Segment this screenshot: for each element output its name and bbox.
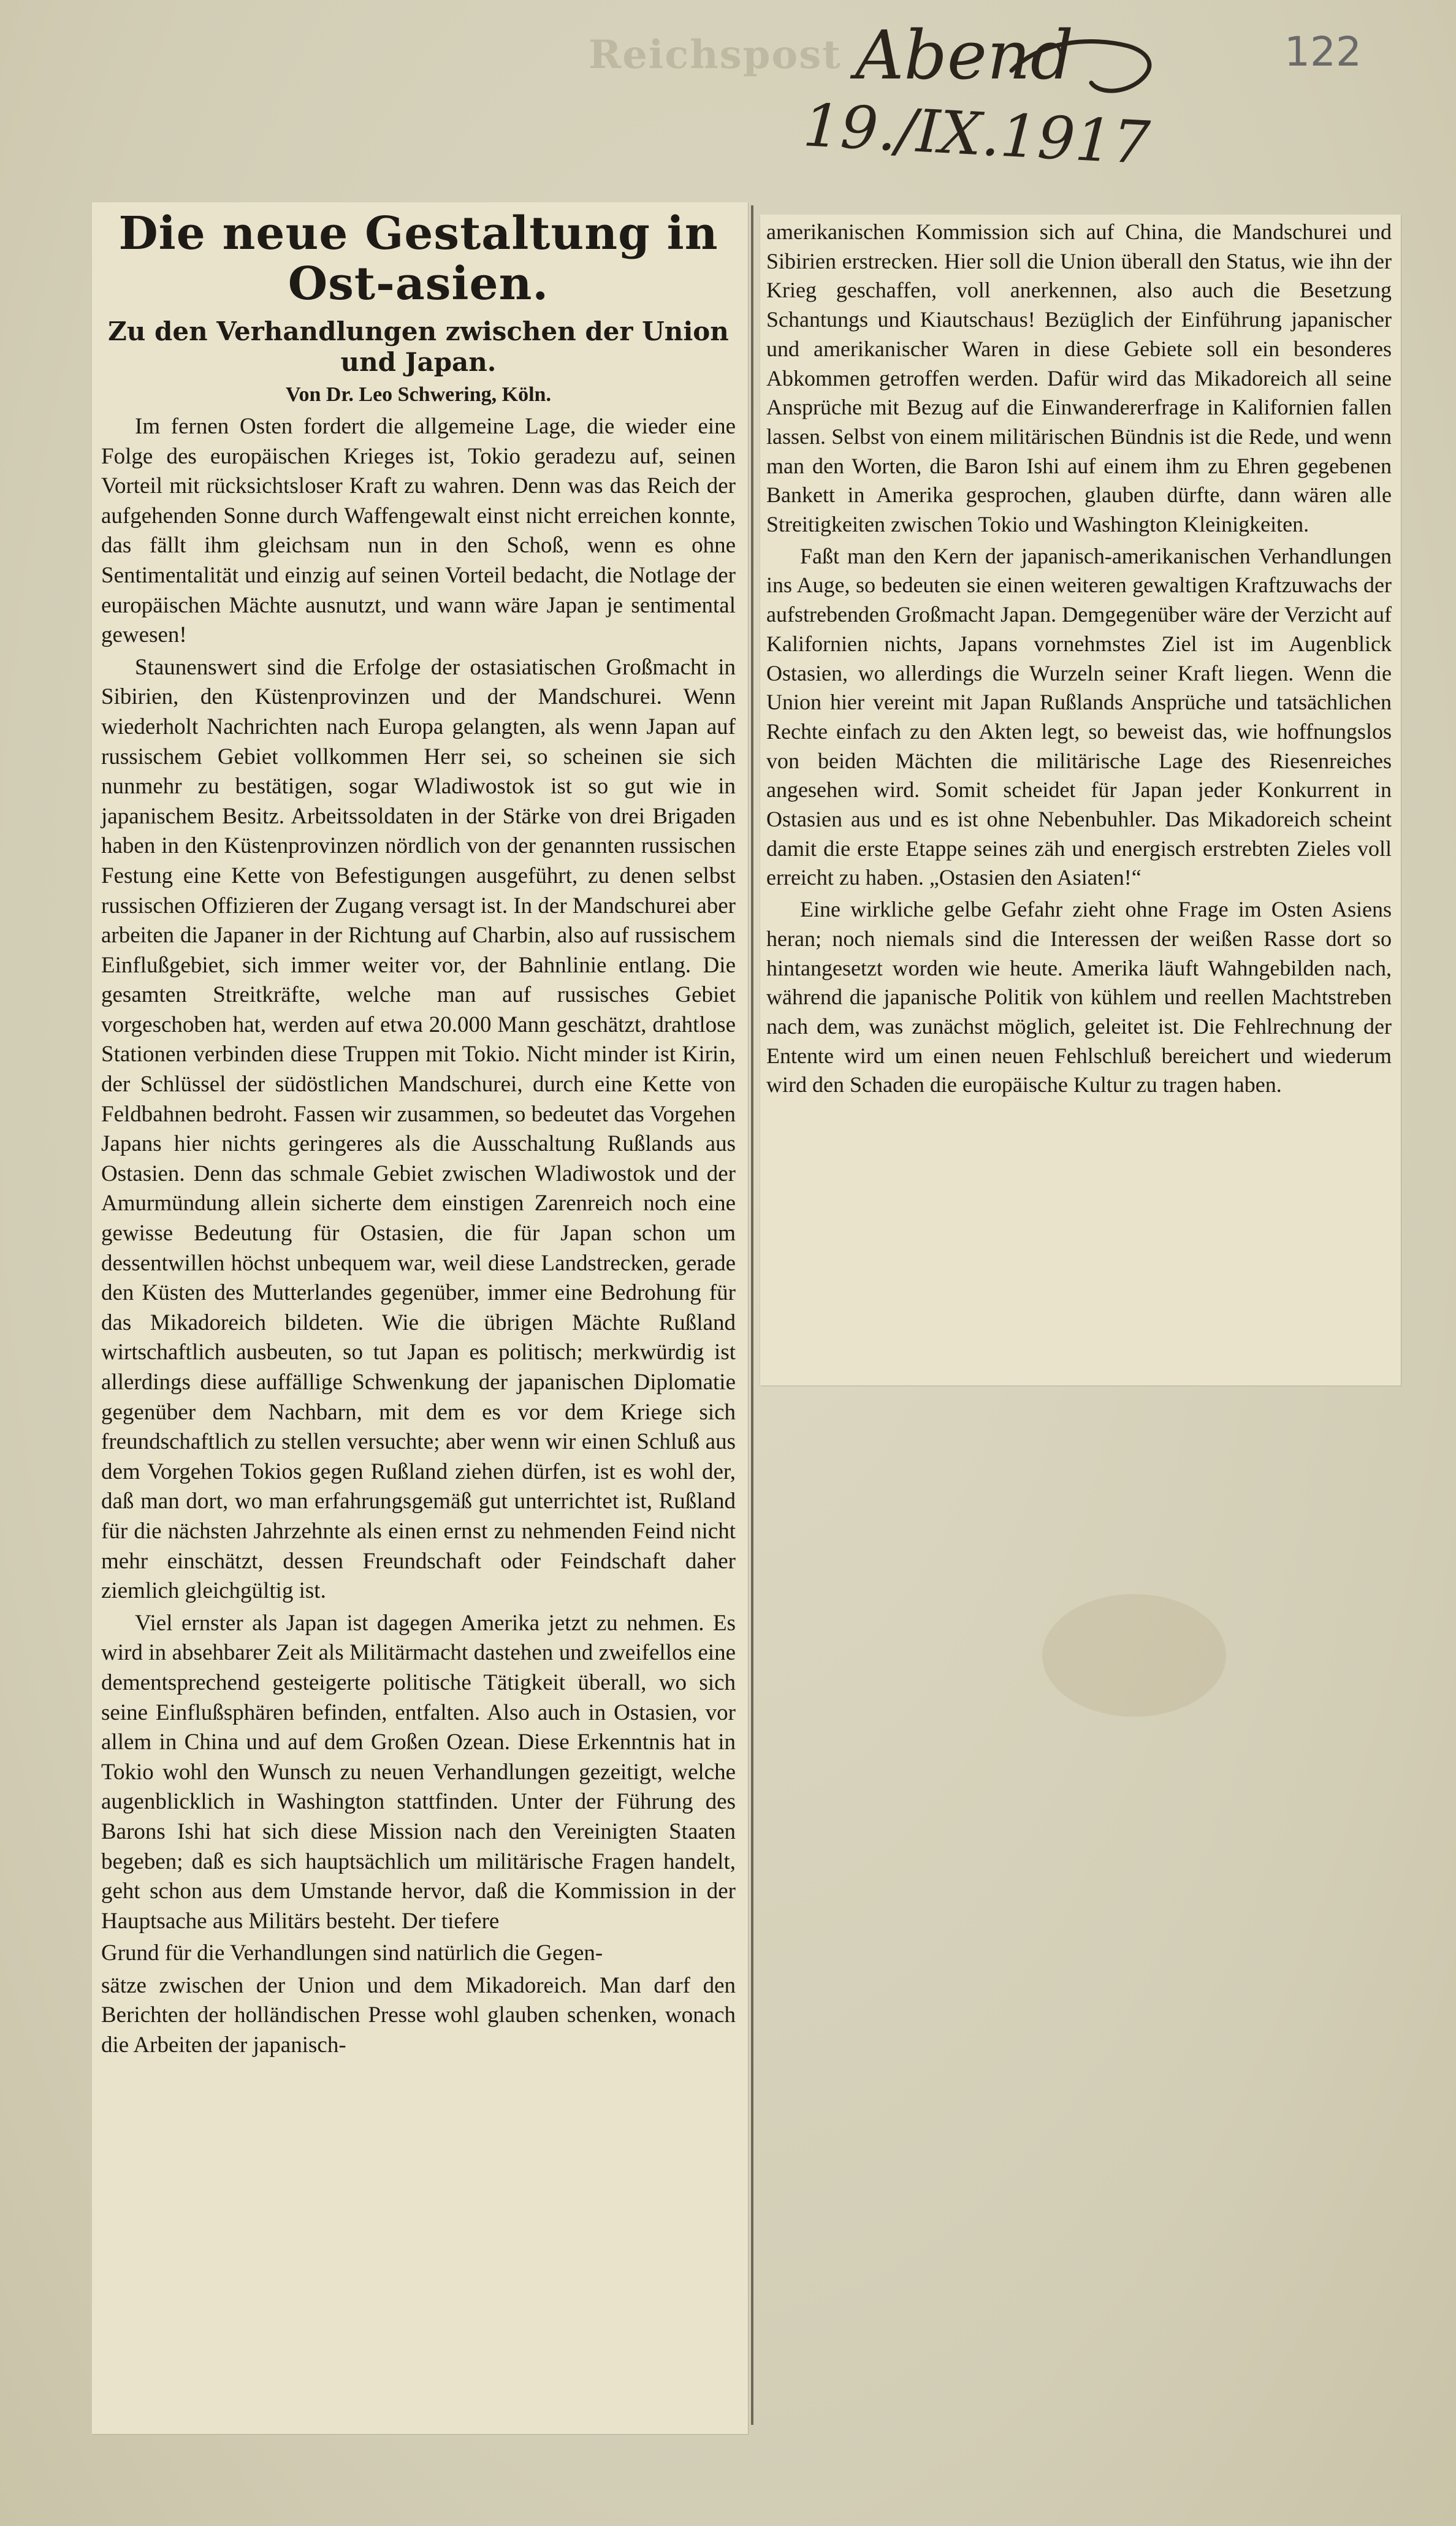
article-right-column <box>766 218 1392 1100</box>
paragraph: Viel ernster als Japan ist dagegen Amerika jetzt zu nehmen. Es wird in absehbarer Zeit als Militärmacht dastehen und zweifellos eine dementsprechend gesteigerte politische Tätigkeit überall, wo sich seine Einflußsphären befinden, entfalten. Also auch in Ostasien, vor allem in China und auf dem Großen Ozean. Diese Erkenntnis hat in Tokio wohl den Wunsch zu neuen Verhandlungen gezeitigt, welche augenblicklich in Washington stattfinden. Unter der Führung des Barons Ishi hat sich diese Mission nach den Vereinigten Staaten begeben; daß es sich hauptsächlich um militärische Fragen handelt, geht schon aus dem Umstande hervor, daß die Kommission in der Hauptsache aus Militärs besteht. Der tiefere <box>101 1610 736 1934</box>
paragraph: sätze zwischen der Union und dem Mikadoreich. Man darf den Berichten der holländischen Presse wohl glauben schenken, wonach die Arbeiten der japanisch- <box>101 1972 736 2058</box>
page-number: 122 <box>1284 28 1362 75</box>
paper-stain <box>1042 1594 1226 1717</box>
paragraph: Faßt man den Kern der japanisch-amerikanischen Verhandlungen ins Auge, so bedeuten sie einen weiteren gewaltigen Kraftzuwachs der aufstrebenden Großmacht Japan. Demgegenüber wäre der Verzicht auf Kalifornien nichts, Japans vornehmstes Ziel ist im Augenblick Ostasien, wo allerdings die Wurzeln seiner Kraft liegen. Wenn die Union hier vereint mit Japan Rußlands Ansprüche und tatsächlichen Rechte einfach zu den Akten legt, so beweist das, wie hoffnungslos von beiden Mächten die militärische Lage des Riesenreiches angesehen wird. Somit scheidet für Japan jeder Konkurrent in Ostasien aus und es ist ohne Nebenbuhler. Das Mikadoreich scheint damit die erste Etappe seines zäh und energisch erstrebten Zieles voll erreicht zu haben. „Ostasien den Asiaten!“ <box>766 543 1392 890</box>
article-byline: Von Dr. Leo Schwering, Köln. <box>286 383 551 406</box>
column-divider <box>751 205 753 2425</box>
article-subtitle: Zu den Verhandlungen zwischen der Union und Japan. <box>108 316 729 377</box>
newspaper-stamp: Reichspost <box>589 32 842 78</box>
article-title: Die neue Gestaltung in Ost-asien. <box>118 207 718 310</box>
handwritten-flourish <box>1005 34 1165 101</box>
paragraph: Im fernen Osten fordert die allgemeine Lage, die wieder eine Folge des europäischen Krieges ist, Tokio geradezu auf, seinen Vorteil mit rücksichtsloser Kraft zu wahren. Denn was das Reich der aufgehenden Sonne durch Waffengewalt einst nicht erreichen konnte, das fällt ihm gleichsam nun in den Schoß, wenn es ohne Sentimentalität und einzig auf seinen Vorteil bedacht, die Notlage der europäischen Mächte ausnutzt, und wann wäre Japan je sentimental gewesen! <box>101 414 736 648</box>
paragraph: amerikanischen Kommission sich auf China, die Mandschurei und Sibirien erstrecken. Hier soll die Union überall den Status, wie ihn der Krieg geschaffen, voll anerkennen, also auch die Besetzung Schantungs und Kiautschaus! Bezüglich der Einführung japanischer und amerikanischer Waren in diese Gebiete soll ein besonderes Abkommen getroffen werden. Dafür wird das Mikadoreich all seine Ansprüche mit Bezug auf die Einwandererfrage in Kalifornien fallen lassen. Selbst von einem militärischen Bündnis ist die Rede, und wenn man den Worten, die Baron Ishi auf einem ihm zu Ehren gegebenen Bankett in Amerika gesprochen, glauben dürfte, dann wären alle Streitigkeiten zwischen Tokio und Washington Kleinigkeiten. <box>766 219 1392 537</box>
handwritten-edition: Abend <box>855 16 1074 94</box>
paragraph-large-line: Grund für die Verhandlungen sind natürlich die Gegen- <box>101 1940 603 1966</box>
paragraph: Eine wirkliche gelbe Gefahr zieht ohne Frage im Osten Asiens heran; noch niemals sind die Interessen der weißen Rasse dort so hintangesetzt worden wie heute. Amerika läuft Wahngebilden nach, während die japanische Politik von kühlem und reellen Machtstreben nach dem, was zunächst möglich, geleitet ist. Die Fehlrechnung der Entente wird um einen neuen Fehlschluß bereichert und wiederum wird den Schaden die europäische Kultur zu tragen haben. <box>766 897 1392 1097</box>
article-left-column <box>101 208 736 2061</box>
handwritten-date: 19./IX.1917 <box>801 91 1152 178</box>
paragraph: Staunenswert sind die Erfolge der ostasiatischen Großmacht in Sibirien, den Küstenprovinzen und der Mandschurei. Wenn wiederholt Nachrichten nach Europa gelangten, als wenn Japan auf russischem Gebiet vollkommen Herr sei, so scheinen sie sich nunmehr zu bestätigen, sogar Wladiwostok ist so gut wie in japanischem Besitz. Arbeitssoldaten in der Stärke von drei Brigaden haben in den Küstenprovinzen nördlich von der genannten russischen Festung eine Kette von Befestigungen ausgeführt, zu denen selbst russischen Offizieren der Zugang versagt ist. In der Mandschurei aber arbeiten die Japaner in der Richtung auf Charbin, also auf russischem Einflußgebiet, sich immer weiter vor, der Bahnlinie entlang. Die gesamten Streitkräfte, welche man auf russisches Gebiet vorgeschoben hat, werden auf etwa 20.000 Mann geschätzt, drahtlose Stationen verbinden diese Truppen mit Tokio. Nicht minder ist Kirin, der Schlüssel der südöstlichen Mandschurei, durch eine Kette von Feldbahnen bedroht. Fassen wir zusammen, so bedeutet das Vorgehen Japans hier nichts geringeres als die Ausschaltung Rußlands aus Ostasien. Denn das schmale Gebiet zwischen Wladiwostok und der Amurmündung allein sicherte dem einstigen Zarenreich noch eine gewisse Bedeutung für Ostasien, die für Japan schon um dessentwillen höchst unbequem war, weil diese Landstrecken, gerade den Küsten des Mutterlandes gegenüber, immer eine Bedrohung für das Mikadoreich bildeten. Wie die übrigen Mächte Rußland wirtschaftlich ausbeuten, so tut Japan es politisch; merkwürdig ist allerdings diese auffällige Schwenkung der japanischen Diplomatie gegenüber dem Nachbarn, mit dem es vor dem Kriege sich freundschaftlich zu stellen versuchte; aber wenn wir einen Schluß aus dem Vorgehen Tokios gegen Rußland ziehen dürfen, ist es wohl der, daß man dort, wo man erfahrungsgemäß gut unterrichtet ist, Rußland für die nächsten Jahrzehnte als einen ernst zu nehmenden Feind nicht mehr einschätzt, dessen Freundschaft oder Feindschaft daher ziemlich gleichgültig ist. <box>101 654 736 1604</box>
